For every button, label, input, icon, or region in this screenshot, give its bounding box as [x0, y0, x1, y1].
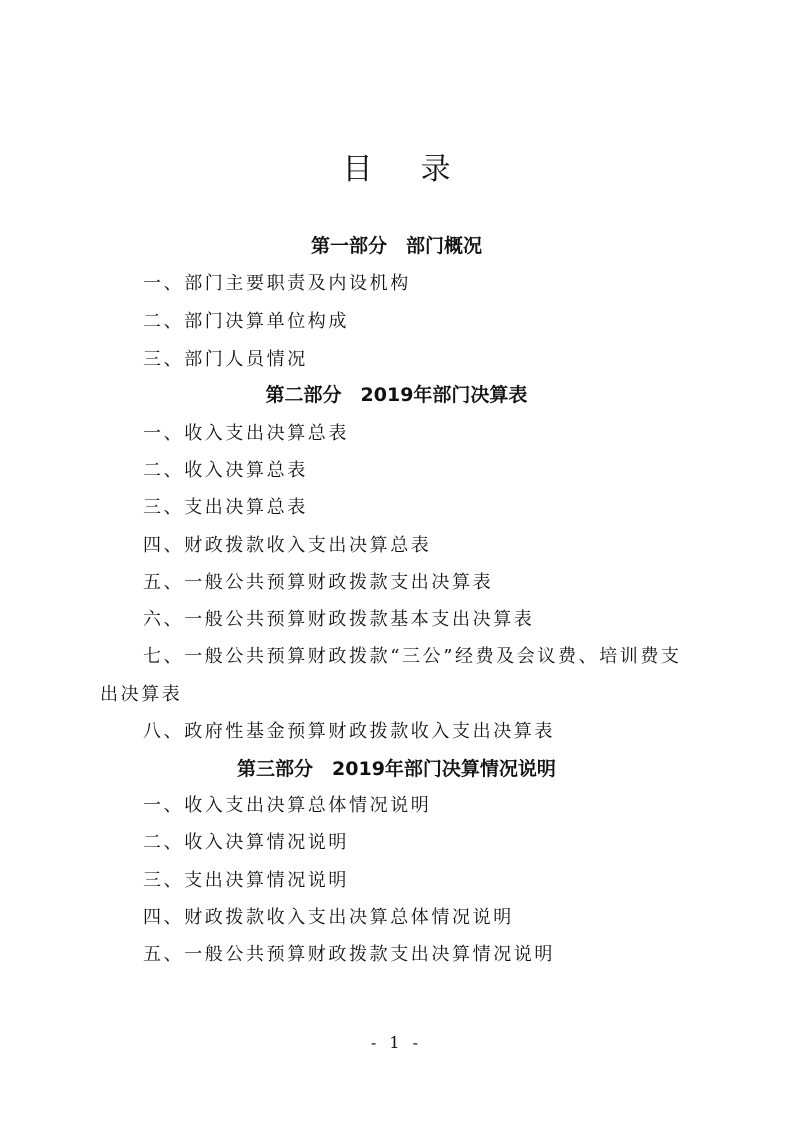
toc-item: 三、支出决算总表	[143, 497, 308, 518]
toc-item: 三、支出决算情况说明	[143, 870, 349, 891]
toc-item: 二、部门决算单位构成	[143, 311, 349, 332]
toc-item: 五、一般公共预算财政拨款支出决算表	[143, 572, 494, 593]
toc-item: 七、一般公共预算财政拨款“三公”经费及会议费、培训费支出决算表	[100, 646, 682, 705]
toc-item: 六、一般公共预算财政拨款基本支出决算表	[143, 609, 535, 630]
section-heading-part-3: 第三部分 2019年部门决算情况说明	[237, 758, 556, 780]
section-heading-part-1: 第一部分 部门概况	[310, 235, 482, 257]
page-title: 目录	[342, 152, 499, 187]
toc-item: 五、一般公共预算财政拨款支出决算情况说明	[143, 944, 555, 965]
toc-item: 二、收入决算情况说明	[143, 832, 349, 853]
toc-item: 一、收入支出决算总体情况说明	[143, 795, 432, 816]
toc-item: 二、收入决算总表	[143, 460, 308, 481]
toc-item: 一、部门主要职责及内设机构	[143, 273, 411, 294]
toc-item: 八、政府性基金预算财政拨款收入支出决算表	[143, 721, 555, 742]
toc-item: 四、财政拨款收入支出决算总体情况说明	[143, 907, 514, 928]
page-number: - 1 -	[370, 1033, 423, 1052]
toc-item: 一、收入支出决算总表	[143, 423, 349, 444]
toc-item: 四、财政拨款收入支出决算总表	[143, 535, 432, 556]
toc-item: 三、部门人员情况	[143, 349, 308, 370]
section-heading-part-2: 第二部分 2019年部门决算表	[265, 384, 528, 406]
